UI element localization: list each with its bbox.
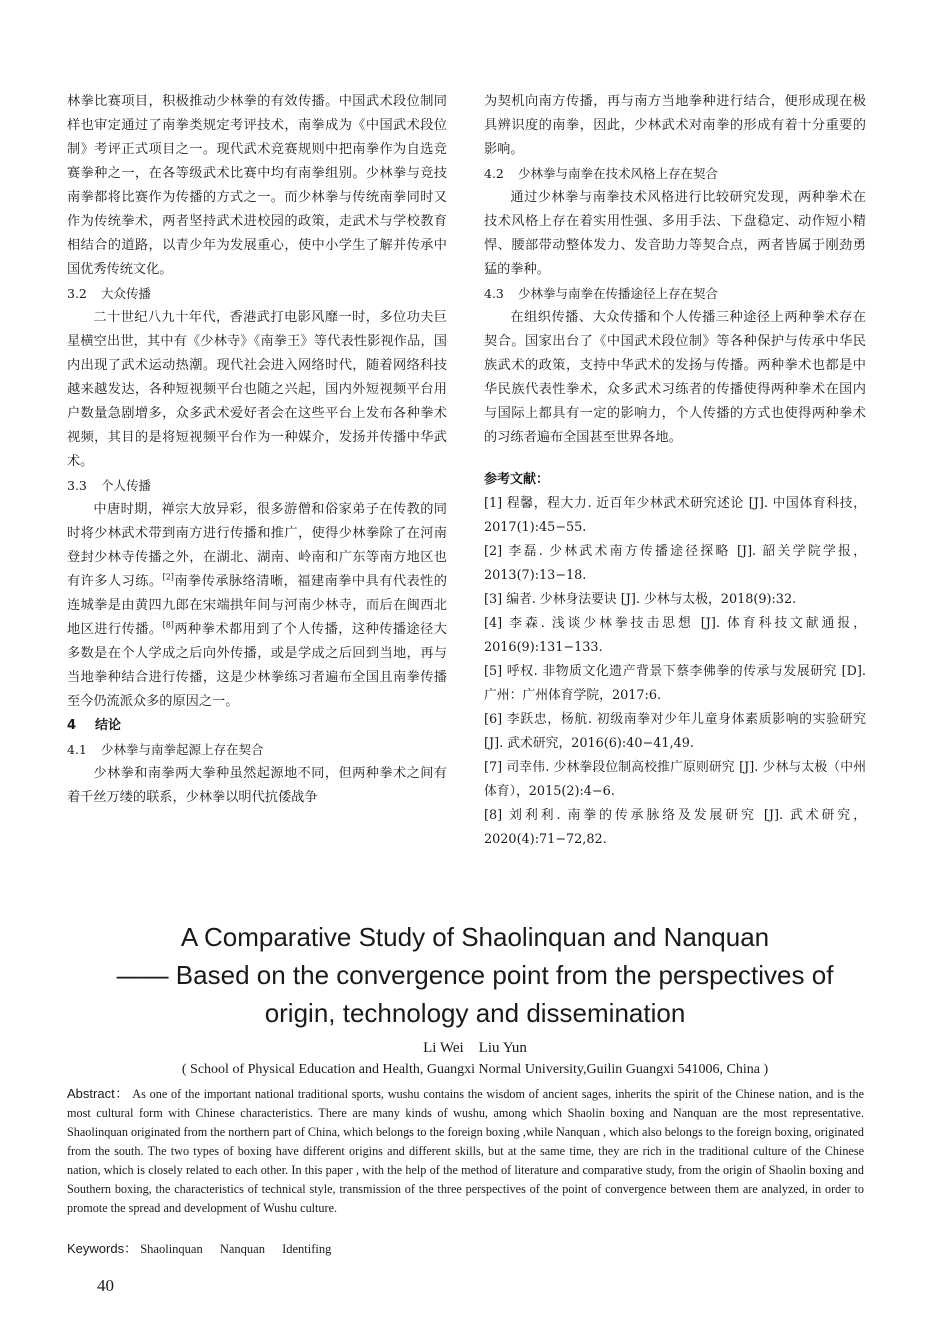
keyword: Shaolinquan — [140, 1242, 203, 1256]
paragraph-continued: 林拳比赛项目，积极推动少林拳的有效传播。中国武术段位制同样也审定通过了南拳类规定考评技术，南拳成为《中国武术段位制》考评正式项目之一。现代武术竞赛规则中把南拳作为自选竞赛拳种之一，在各等级武术比赛中均有南拳组别。少林拳与竞技南拳都将比赛作为传播的方式之一。而少林拳与传统南拳同时又作为传统拳术，两者坚持武术进校园的政策，走武术与学校教育相结合的道路，以青少年为发展重心，使中小学生了解并传承中国优秀传统文化。 — [67, 94, 447, 277]
paragraph-continued: 为契机向南方传播，再与南方当地拳种进行结合，便形成现在极具辨识度的南拳，因此，少林武术对南拳的形成有着十分重要的影响。 — [484, 94, 866, 157]
reference-item: [8] 刘利利. 南拳的传承脉络及发展研究 [J]. 武术研究，2020(4):71−72,82. — [484, 808, 866, 847]
citation-marker: [8] — [162, 620, 174, 630]
keyword: Identifing — [282, 1242, 332, 1256]
page-number: 40 — [97, 1276, 114, 1295]
reference-item: [1] 程馨，程大力. 近百年少林武术研究述论 [J]. 中国体育科技，2017(1):45−55. — [484, 496, 866, 535]
section-title: 少林拳与南拳在传播途径上存在契合 — [518, 286, 719, 301]
title-line: origin, technology and dissemination — [264, 998, 686, 1028]
section-title: 少林拳与南拳在技术风格上存在契合 — [518, 166, 719, 181]
reference-item: [4] 李森. 浅谈少林拳技击思想 [J]. 体育科技文献通报，2016(9):131−133. — [484, 616, 866, 655]
keyword: Nanquan — [219, 1242, 265, 1256]
keywords-label: Keywords： — [67, 1241, 138, 1256]
paragraph-origin: 少林拳和南拳两大拳种虽然起源地不同，但两种拳术之间有着千丝万缕的联系，少林拳以明代抗倭战争 — [67, 766, 447, 805]
section-number: 4.1 — [67, 742, 87, 757]
paragraph-text: 南拳传承脉络清晰，福建南拳中具有代表性的连城拳是由黄四九郎在宋端拱年间与河南少林寺，而后在闽西北地区进行传播。 — [67, 574, 447, 637]
reference-item: [5] 呼权. 非物质文化遗产背景下蔡李佛拳的传承与发展研究 [D]. 广州：广州体育学院，2017:6. — [484, 664, 866, 703]
section-heading-4-1 — [67, 738, 447, 762]
abstract — [67, 1084, 864, 1218]
section-title: 结论 — [95, 718, 122, 733]
abstract-label: Abstract： — [67, 1086, 130, 1101]
paragraph-dissemination: 在组织传播、大众传播和个人传播三种途径上两种拳术存在契合。国家出台了《中国武术段位制》等各种保护与传承中华民族武术的政策，支持中华武术的发扬与传播。两种拳术也都是中华民族代表性拳术，众多武术习练者的传播使得两种拳术在国内与国际上都具有一定的影响力，个人传播的方式也使得两种拳术的习练者遍布全国甚至世界各地。 — [484, 310, 866, 445]
references-heading: 参考文献： — [484, 472, 550, 487]
right-column — [484, 90, 866, 852]
affiliation: ( School of Physical Education and Health, Guangxi Normal University,Guilin Guangxi 541006, China ) — [181, 1062, 769, 1077]
paragraph-text: 中唐时期，禅宗大放异彩，很多游僧和俗家弟子在传教的同时将少林武术带到南方进行传播和推广，使得少林拳除了在河南登封少林寺传播之外，在湖北、湖南、岭南和广东等南方地区也有许多人习练。 — [67, 502, 447, 589]
reference-list — [484, 492, 866, 852]
section-title: 大众传播 — [101, 286, 152, 301]
section-title: 少林拳与南拳起源上存在契合 — [101, 742, 264, 757]
section-number: 4.3 — [484, 286, 504, 301]
section-number: 4.2 — [484, 166, 504, 181]
reference-item: [3] 编者. 少林身法要诀 [J]. 少林与太极，2018(9):32. — [484, 592, 797, 607]
reference-item: [6] 李跃忠，杨航. 初级南拳对少年儿童身体素质影响的实验研究 [J]. 武术研究，2016(6):40−41,49. — [484, 712, 866, 751]
section-number: 3.2 — [67, 286, 87, 301]
english-title — [40, 918, 910, 1032]
section-heading-4-3 — [484, 282, 866, 306]
section-heading-4 — [67, 714, 447, 738]
title-line: —— Based on the convergence point from the perspectives of — [116, 960, 834, 990]
section-heading-3-2 — [67, 282, 447, 306]
paragraph-personal-communication — [67, 498, 447, 714]
paragraph-text: 两种拳术都用到了个人传播，这种传播途径大多数是在个人学成之后向外传播，或是学成之后回到当地，再与当地拳种结合进行传播，这是少林拳练习者遍布全国且南拳传播至今仍流派众多的原因之一。 — [67, 622, 447, 709]
reference-item: [2] 李磊. 少林武术南方传播途径探略 [J]. 韶关学院学报，2013(7):13−18. — [484, 544, 866, 583]
citation-marker: [2] — [162, 572, 174, 582]
abstract-text: As one of the important national traditional sports, wushu contains the wisdom of ancient sages, inherits the spirit of the Chinese nation, and is the most cultural form with Chinese characteristics. There are many kinds of wushu, among which Shaolin boxing and Nanquan are the most representative. Shaolinquan originated from the northern part of China, which belongs to the foreign boxing ,while Nanquan , which also belongs to the foreign boxing, originated from the south. The two types of boxing have different origins and different skills, but at the same time, they are rich in the traditional culture of the Chinese nation, which is closely related to each other. In this paper , with the help of the method of literature and comparative study, from the origin of Shaolin boxing and Southern boxing, the characteristics of technical style, transmission of the three perspectives of the point of convergence between them are analyzed, in order to promote the spread and development of Wushu culture. — [67, 1087, 864, 1215]
section-number: 3.3 — [67, 478, 87, 493]
authors: Li Wei Liu Yun — [423, 1040, 527, 1056]
reference-item: [7] 司幸伟. 少林拳段位制高校推广原则研究 [J]. 少林与太极（中州体育），2015(2):4−6. — [484, 760, 866, 799]
paragraph-mass-communication: 二十世纪八九十年代，香港武打电影风靡一时，多位功夫巨星横空出世，其中有《少林寺》《南拳王》等代表性影视作品，国内出现了武术运动热潮。现代社会进入网络时代，随着网络科技越来越发达，各种短视频平台也随之兴起，国内外短视频平台用户数量急剧增多，众多武术爱好者会在这些平台上发布各种拳术视频，其目的是将短视频平台作为一种媒介，发扬并传播中华武术。 — [67, 310, 447, 469]
left-column — [67, 90, 447, 810]
section-number: 4 — [67, 718, 77, 733]
section-heading-4-2 — [484, 162, 866, 186]
title-line: A Comparative Study of Shaolinquan and Nanquan — [180, 922, 770, 952]
keywords — [67, 1238, 864, 1257]
section-title: 个人传播 — [101, 478, 152, 493]
paragraph-technical-style: 通过少林拳与南拳技术风格进行比较研究发现，两种拳术在技术风格上存在着实用性强、多用手法、下盘稳定、动作短小精悍、腰部带动整体发力、发音助力等契合点，两者皆属于刚劲勇猛的拳种。 — [484, 190, 866, 277]
section-heading-3-3 — [67, 474, 447, 498]
